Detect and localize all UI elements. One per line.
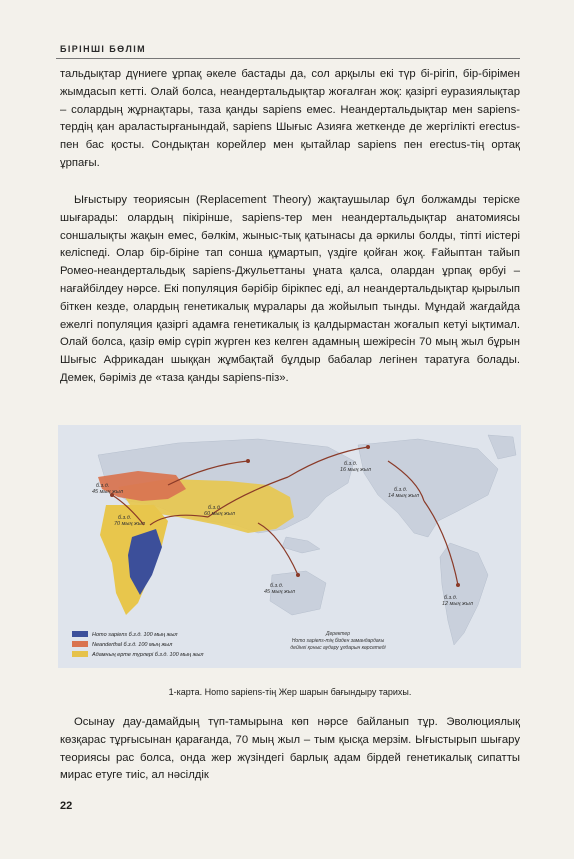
map-label: 45 мың жыл: [264, 589, 295, 595]
source-line: Homo sapiens-тің бізден замандардағы: [291, 638, 385, 644]
map-label: 45 мың жыл: [92, 489, 123, 495]
legend-item: Homo sapiens б.з.д. 100 мың жыл: [92, 632, 178, 638]
paragraph-2: [60, 192, 520, 388]
page-number: 22: [60, 800, 73, 812]
map-label: б.з.д.: [208, 505, 222, 511]
map-label: 16 мың жыл: [340, 467, 371, 473]
map-label: 60 мың жыл: [204, 511, 235, 517]
map-caption: 1-карта. Homo sapiens-тің Жер шарын бағындыру тарихы.: [168, 687, 412, 697]
world-map-figure: [58, 425, 521, 668]
legend-item: Адамның ерте түрлері б.з.д. 100 мың жыл: [92, 652, 204, 658]
legend-swatch-sapiens: [72, 631, 88, 637]
header-divider: [56, 58, 520, 59]
map-label: б.з.д.: [96, 483, 110, 489]
map-label: 70 мың жыл: [114, 521, 145, 527]
paragraph-1-text: тальдықтар дүниеге ұрпақ әкеле бастады да, сол арқылы екі түр бі-рігіп, бір-бірімен жымдасып кетті. Олай болса, неандертальдықтар жоғалған жоқ: қазіргі еуразиялықтар – солардың жұрнақтары, таза қанды sapiens емес. Неандертальдықтар мен sapiens-тердің қан араластырғанындай, sapiens Шығыс Азияға жеткенде де жергілікті erectus-пен бас қосты. Сондықтан корейлер мен қытайлар sapiens пен erectus-тің ортақ ұрпағы.: [60, 68, 520, 169]
source-line: дейінгі қоныс аудару ұлдарын көрсетеді: [290, 645, 386, 651]
paragraph-2-text: Ығыстыру теориясын (Replacement Theory) жақтаушылар бұл болжамды теріске шығарады: олардың пікірінше, sapiens-тер мен неандертальдықтар анатомиясы соншалықты жақын емес, бәлкім, жыныс-тық қатынасы да әркилы болды, тіпті иістері келіспеді. Олар бір-біріне тап сонша құмартып, үздіге қойған жоқ. Ғайыптан тайып Ромео-неандертальдық sapiens-Джульеттаны ұнатa қалса, олардан ұрпақ өрбуі – нағайбілдеу нәрсе. Екі популяция бәрібір бірікпес еді, ал неандертальдықтар қырылып біткен кезде, олардың генетикалық мұралары да жойылып тынды. Мұндай жағдайда ежелгі популяция қазіргі адамға генетикалық із қалдырмастан жоғалып кетуі ықтимал. Олай болса, қазір өмір сүріп жүрген кез келген адамның шежіресін 70 мың жыл бұрын Шығыс Африкадан шыққан жұмбақтай бұлдыр бабалар легінен таратуға болады. Демек, бәріміз де «таза қанды sapiens-піз».: [60, 194, 520, 384]
paragraph-1: [60, 66, 520, 173]
map-label: б.з.д.: [270, 583, 284, 589]
migration-map: [58, 425, 521, 668]
map-label: 12 мың жыл: [442, 601, 473, 607]
map-label: 14 мың жыл: [388, 493, 419, 499]
map-label: б.з.д.: [344, 461, 358, 467]
map-label: б.з.д.: [118, 515, 132, 521]
legend-item: Neanderthal б.з.д. 100 мың жыл: [92, 642, 173, 648]
map-label: б.з.д.: [444, 595, 458, 601]
paragraph-3: [60, 714, 520, 785]
legend-swatch-neanderthal: [72, 641, 88, 647]
paragraph-3-text: Осынау дау-дамайдың түп-тамырына көп нәрсе байланып тұр. Эволюциялық көзқарас тұрғысынан қарағанда, 70 мың жыл – тым қысқа мерзім. Ығыстырып шығару теориясы рас болса, онда жер жүзіндегі барлық адам бірдей генетикалық сипатты мирас етуге тиіс, ал нәсілдік: [60, 716, 520, 782]
section-header: БІРІНШІ БӨЛІМ: [60, 44, 146, 54]
source-line: Деректер: [325, 631, 351, 637]
map-label: б.з.д.: [394, 487, 408, 493]
legend-swatch-early-humans: [72, 651, 88, 657]
